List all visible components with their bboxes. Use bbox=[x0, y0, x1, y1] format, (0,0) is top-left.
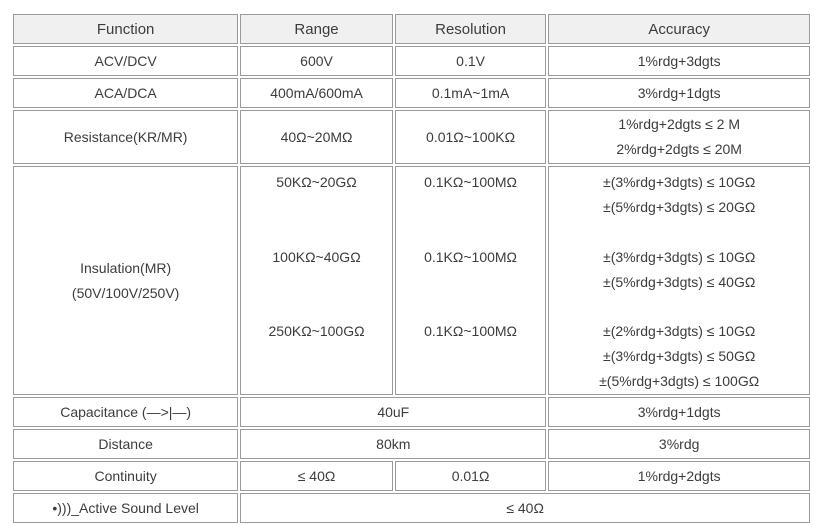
cell-resolution: 0.1mA~1mA bbox=[395, 78, 547, 108]
resolution-value: 0.1KΩ~100MΩ bbox=[424, 323, 518, 340]
accuracy-line: ±(3%rdg+3dgts) ≤ 10GΩ bbox=[603, 248, 756, 265]
cell-accuracy: 1%rdg+2dgts bbox=[548, 461, 810, 491]
range-value: 50KΩ~20GΩ bbox=[276, 174, 357, 190]
table-row-distance bbox=[13, 429, 810, 459]
range-value: 250KΩ~100GΩ bbox=[268, 323, 365, 340]
cell-range bbox=[240, 166, 393, 395]
table-row-sound-level bbox=[13, 493, 810, 523]
cell-range: ≤ 40Ω bbox=[240, 461, 393, 491]
cell-accuracy bbox=[548, 166, 810, 395]
accuracy-line: ±(2%rdg+3dgts) ≤ 10GΩ bbox=[603, 323, 756, 339]
cell-range: 400mA/600mA bbox=[240, 78, 393, 108]
table-row-aca bbox=[13, 78, 810, 108]
header-function: Function bbox=[13, 14, 238, 44]
spec-table bbox=[11, 12, 812, 525]
table-row-insulation bbox=[13, 166, 810, 395]
cell-resolution bbox=[395, 166, 547, 395]
accuracy-line: ±(5%rdg+3dgts) ≤ 100GΩ bbox=[599, 373, 760, 389]
cell-function: Distance bbox=[13, 429, 238, 459]
cell-function bbox=[13, 166, 238, 395]
range-value: 100KΩ~40GΩ bbox=[272, 248, 361, 265]
header-range: Range bbox=[240, 14, 393, 44]
cell-accuracy: 3%rdg+1dgts bbox=[548, 397, 810, 427]
header-accuracy: Accuracy bbox=[548, 14, 810, 44]
accuracy-line: 2%rdg+2dgts ≤ 20M bbox=[616, 141, 742, 157]
cell-range: 600V bbox=[240, 46, 393, 76]
cell-range: 40Ω~20MΩ bbox=[240, 110, 393, 164]
table-row-continuity bbox=[13, 461, 810, 491]
cell-range-resolution: 80km bbox=[240, 429, 546, 459]
header-resolution: Resolution bbox=[395, 14, 547, 44]
accuracy-line: ±(5%rdg+3dgts) ≤ 20GΩ bbox=[603, 199, 756, 215]
resolution-value: 0.1KΩ~100MΩ bbox=[424, 248, 518, 265]
cell-function: Resistance(KR/MR) bbox=[13, 110, 238, 164]
table-row-resistance bbox=[13, 110, 810, 164]
accuracy-line: ±(5%rdg+3dgts) ≤ 40GΩ bbox=[603, 273, 756, 290]
cell-range-resolution: 40uF bbox=[240, 397, 546, 427]
cell-accuracy: 3%rdg+1dgts bbox=[548, 78, 810, 108]
cell-resolution: 0.01Ω~100KΩ bbox=[395, 110, 547, 164]
table-row-acv bbox=[13, 46, 810, 76]
cell-accuracy: 3%rdg bbox=[548, 429, 810, 459]
cell-function: ACV/DCV bbox=[13, 46, 238, 76]
cell-resolution: 0.01Ω bbox=[395, 461, 547, 491]
resolution-value: 0.1KΩ~100MΩ bbox=[424, 174, 518, 190]
cell-function: Capacitance (—>|—) bbox=[13, 397, 238, 427]
cell-resolution: 0.1V bbox=[395, 46, 547, 76]
cell-function: Continuity bbox=[13, 461, 238, 491]
header-row bbox=[13, 14, 810, 44]
accuracy-line: 1%rdg+2dgts ≤ 2 M bbox=[618, 116, 741, 132]
accuracy-line: ±(3%rdg+3dgts) ≤ 50GΩ bbox=[603, 348, 756, 364]
table-row-capacitance bbox=[13, 397, 810, 427]
cell-value: ≤ 40Ω bbox=[240, 493, 810, 523]
cell-function: •)))_Active Sound Level bbox=[13, 493, 238, 523]
function-line: (50V/100V/250V) bbox=[71, 284, 180, 301]
accuracy-line: ±(3%rdg+3dgts) ≤ 10GΩ bbox=[603, 174, 756, 190]
cell-accuracy bbox=[548, 110, 810, 164]
function-line: Insulation(MR) bbox=[80, 259, 172, 276]
cell-accuracy: 1%rdg+3dgts bbox=[548, 46, 810, 76]
cell-function: ACA/DCA bbox=[13, 78, 238, 108]
